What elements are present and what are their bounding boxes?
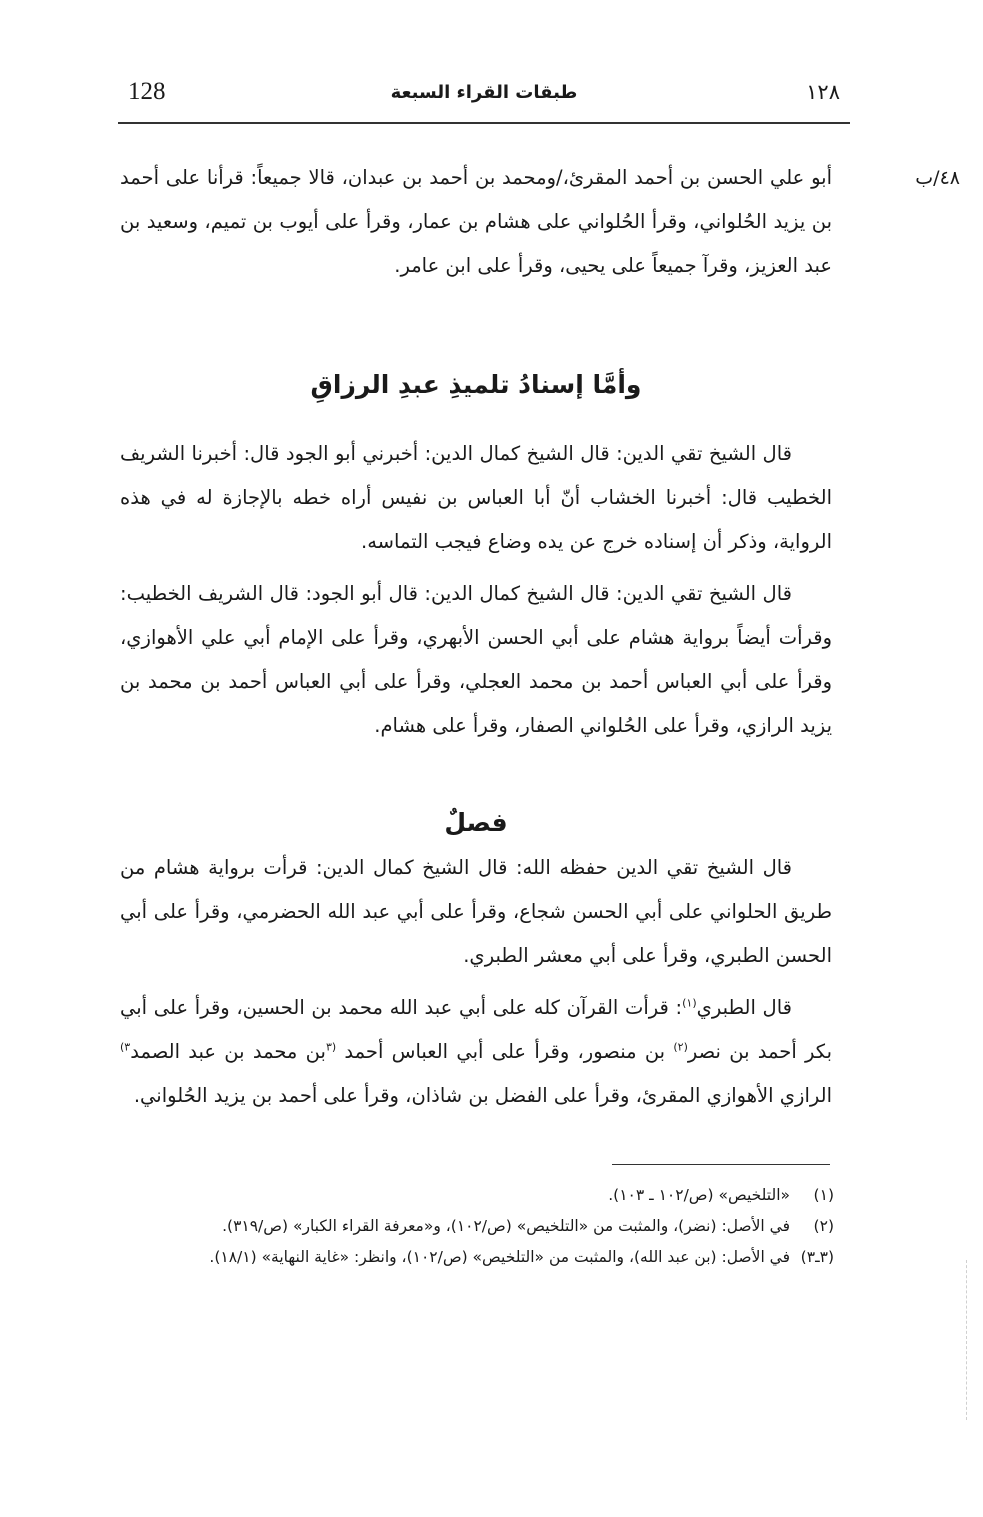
section-heading-fasl: فصلٌ	[444, 808, 508, 837]
footnote-3	[108, 1242, 834, 1273]
scan-edge-mark	[966, 1260, 967, 1420]
footnote-number: (٣ـ٣)	[800, 1248, 834, 1266]
header-rule	[118, 122, 850, 124]
section-heading-abdulrazzaq: وأمَّا إسنادُ تلميذِ عبدِ الرزاقِ	[310, 370, 642, 399]
page-number-latin: 128	[128, 78, 166, 105]
footnote-text: في الأصل: (نضر)، والمثبت من «التلخيص» (ص/١٠٢)، و«معرفة القراء الكبار» (ص/٣١٩).	[222, 1217, 790, 1235]
section2-body	[120, 846, 832, 1118]
footnote-number: (١)	[813, 1186, 834, 1204]
footnote-text: «التلخيص» (ص/١٠٢ ـ ١٠٣).	[608, 1186, 790, 1204]
p2-text-4: بن محمد بن عبد الصمد	[130, 1040, 326, 1063]
p2-text-1: قال الطبري	[696, 996, 792, 1019]
section1-paragraph-1: قال الشيخ تقي الدين: قال الشيخ كمال الدين: أخبرني أبو الجود قال: أخبرنا الشريف الخطيب قال: أخبرنا الخشاب أنّ أبا العباس بن نفيس أراه خطه بالإجازة له في هذه الرواية، وذكر أن إسناده خرج عن يده وضاع فيجب التماسه.	[120, 442, 832, 553]
footnote-marker-3-close: ٣)	[120, 1040, 131, 1054]
footnote-1	[108, 1180, 834, 1211]
footnotes	[108, 1180, 834, 1273]
footnote-marker-2: (٢)	[673, 1040, 688, 1054]
section2-paragraph-1: قال الشيخ تقي الدين حفظه الله: قال الشيخ كمال الدين: قرأت برواية هشام من طريق الحلواني على أبي الحسن شجاع، وقرأ على أبي عبد الله الحضرمي، وقرأ على أبي الحسن الطبري، وقرأ على أبي معشر الطبري.	[120, 856, 832, 967]
section1-paragraph-2: قال الشيخ تقي الدين: قال الشيخ كمال الدين: قال أبو الجود: قال الشريف الخطيب: وقرأت أيضاً برواية هشام على أبي الحسن الأبهري، وقرأ على الإمام أبي علي الأهوازي، وقرأ على أبي العباس أحمد بن محمد العجلي، وقرأ على أبي العباس أحمد بن محمد بن يزيد الرازي، وقرأ على الحُلواني الصفار، وقرأ على هشام.	[120, 582, 832, 737]
page-number-arabic: ١٢٨	[806, 80, 840, 104]
footnote-2	[108, 1211, 834, 1242]
p2-text-2: : قرأت القرآن كله على أبي عبد الله محمد بن الحسين، وقرأ على أبي بكر أحمد بن نصر	[120, 996, 832, 1063]
footnote-number: (٢)	[813, 1217, 834, 1235]
opening-paragraph: أبو علي الحسن بن أحمد المقرئ،/ومحمد بن أحمد بن عبدان، قالا جميعاً: قرأنا على أحمد بن يزيد الحُلواني، وقرأ الحُلواني على هشام بن عمار، وقرأ على أيوب بن تميم، وسعيد بن عبد العزيز، وقرآ جميعاً على يحيى، وقرأ على ابن عامر.	[120, 166, 832, 277]
footnote-marker-3-open: (٣	[325, 1040, 337, 1054]
margin-reference: ٤٨/ب	[915, 167, 960, 189]
opening-paragraph-block	[120, 156, 832, 288]
footnote-separator	[612, 1164, 830, 1165]
footnote-marker-1: (١)	[682, 996, 697, 1010]
section2-paragraph-2	[120, 986, 832, 1118]
footnote-text: في الأصل: (بن عبد الله)، والمثبت من «التلخيص» (ص/١٠٢)، وانظر: «غاية النهاية» (١٨/١).	[209, 1248, 790, 1266]
section1-body	[120, 432, 832, 748]
page-header	[118, 78, 850, 118]
p2-text-3: بن منصور، وقرأ على أبي العباس أحمد	[336, 1040, 674, 1063]
running-title: طبقات القراء السبعة	[390, 82, 578, 103]
p2-text-5: الرازي الأهوازي المقرئ، وقرأ على الفضل بن شاذان، وقرأ على أحمد بن يزيد الحُلواني.	[133, 1084, 832, 1107]
